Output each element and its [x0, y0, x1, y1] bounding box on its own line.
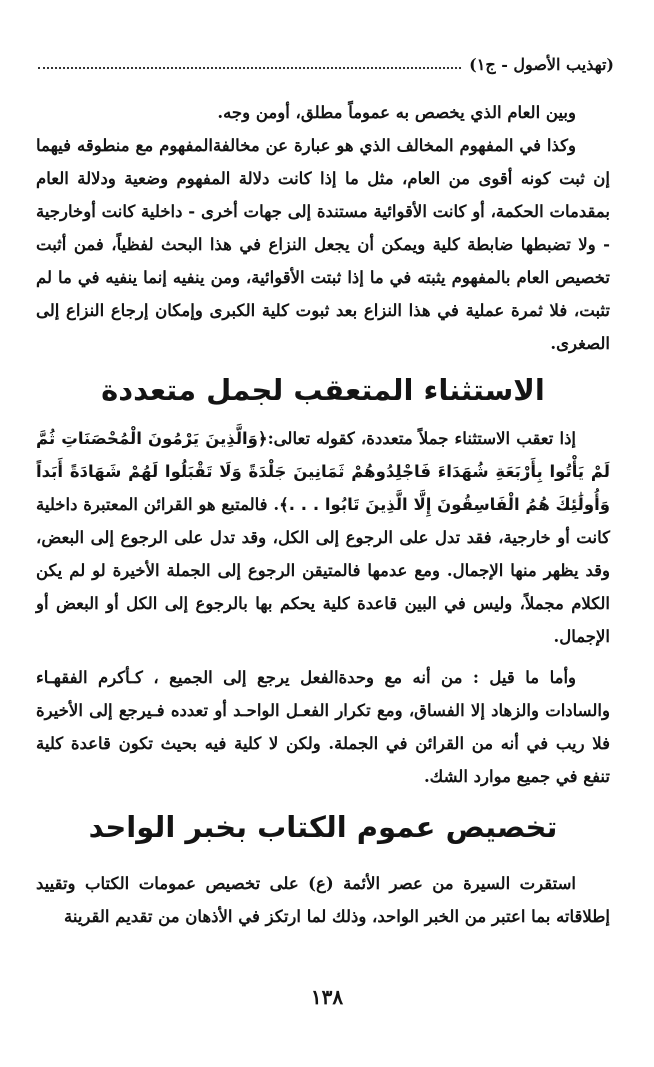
running-header — [38, 50, 614, 78]
paragraph: وبين العام الذي يخصص به عموماً مطلق، أومن وجه. — [217, 103, 576, 122]
paragraph: وكذا في المفهوم المخالف الذي هو عبارة عن مخالفةالمفهوم مع منطوقه فيهما إن ثبت كونه أقوى من العام، مثل ما إذا كانت دلالة المفهوم وضعية ودلالة العام بمقدمات الحكمة، أو كانت الأقوائية مستندة إلى جهات أخرى - داخلية كانت أوخارجية - ولا تضبطها ضابطة كلية ويمكن أن يجعل النزاع في هذا البحث لفظياً، فمن أثبت تخصيص العام بالمفهوم يثبته في ما إذا ثبتت الأقوائية، ومن ينفيه إنما ينفيه في ما لم تثبت، فلا ثمرة عملية في هذا النزاع بعد ثبوت كلية الكبرى وإمكان إرجاع النزاع إلى الصغرى. — [36, 136, 610, 353]
paragraph-spacer — [36, 653, 610, 661]
section-heading: تخصيص عموم الكتاب بخبر الواحد — [88, 810, 558, 844]
section-heading: الاستثناء المتعقب لجمل متعددة — [101, 373, 545, 407]
page-body — [36, 96, 610, 933]
paragraph — [36, 422, 610, 653]
header-dotted-leader — [38, 67, 461, 69]
quran-verse: ﴿وَالَّذِينَ يَرْمُونَ الْمُحْصَنَاتِ ثُمَّ لَمْ يَأْتُوا بِأَرْبَعَةِ شُهَدَاءَ فَاجْلِدُوهُمْ ثَمَانِينَ جَلْدَةً وَلَا تَقْبَلُوا لَهُمْ شَهَادَةً أَبَداً وَأُولَٰئِكَ هُمُ الْفَاسِقُونَ إِلَّا الَّذِينَ تَابُوا . . .﴾ — [36, 429, 610, 514]
page-number: ١٣٨ — [310, 985, 344, 1009]
header-title: (تهذيب الأصول - ج١) — [469, 54, 614, 74]
paragraph: وأما ما قيل : من أنه مع وحدةالفعل يرجع إلى الجميع ، كـأكرم الفقهـاء والسادات والزهاد إلا الفساق، ومع تكرار الفعـل الواحـد أو تعدده فـيرجع إلى الأخيرة فلا ريب في أنه من القرائن في الجملة. ولكن لا كلية فيه بحيث تكون قاعدة كلية تنفع في جميع موارد الشك. — [36, 668, 610, 786]
paragraph-intro: إذا تعقب الاستثناء جملاً متعددة، كقوله تعالى: — [267, 429, 576, 448]
paragraph: استقرت السيرة من عصر الأئمة (ع) على تخصيص عمومات الكتاب وتقييد إطلاقاته بما اعتبر من الخبر الواحد، وذلك لما ارتكز في الأذهان من تقديم القرينة — [36, 874, 610, 926]
paragraph-rest: . فالمتبع هو القرائن المعتبرة داخلية كانت أو خارجية، فقد تدل على الرجوع إلى الكل، وقد تدل على الرجوع إلى البعض، وقد يظهر منها الإجمال. ومع عدمها فالمتيقن الرجوع إلى الجملة الأخيرة لو لم يكن الكلام مجملاً، وليس في البين قاعدة كلية يحكم بها بالرجوع إلى الكل أو البعض أو الإجمال. — [36, 495, 610, 646]
